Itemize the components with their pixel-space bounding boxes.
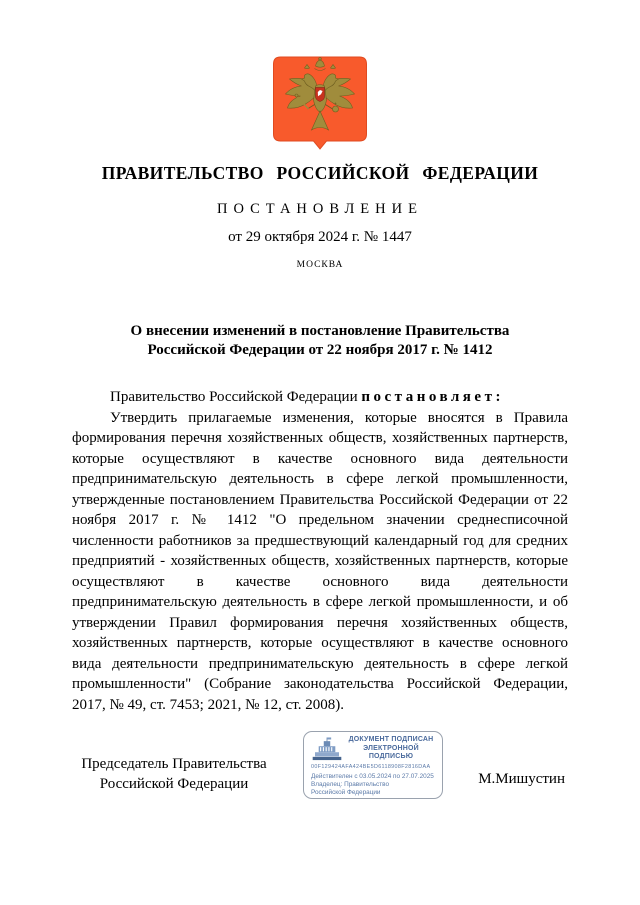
intro-plain-text: Правительство Российской Федерации xyxy=(110,389,362,405)
document-body xyxy=(72,387,568,715)
stamp-title-line1: ДОКУМЕНТ ПОДПИСАН xyxy=(348,736,434,744)
government-name-heading: ПРАВИТЕЛЬСТВО РОССИЙСКОЙ ФЕДЕРАЦИИ xyxy=(101,163,539,183)
signer-position-line1: Председатель Правительства xyxy=(81,756,267,772)
document-title-line2: Российской Федерации от 22 ноября 2017 г. № 1412 xyxy=(147,342,493,358)
signer-position xyxy=(68,755,280,794)
signer-name: М.Мишустин xyxy=(478,771,565,787)
electronic-signature-stamp xyxy=(303,731,443,799)
intro-decree-word: постановляет: xyxy=(361,389,504,405)
stamp-owner: Владелец: Правительство Российской Федерации xyxy=(311,781,390,796)
document-city: МОСКВА xyxy=(296,260,344,270)
government-building-icon xyxy=(311,737,343,761)
resolution-paragraph: Утвердить прилагаемые изменения, которые вносятся в Правила формирования перечня хозяйственных обществ, хозяйственных партнерств, которые осуществляют в качестве основного вида деятельности предпринимательскую деятельность в сфере легкой промышленности, утвержденные постановлением Правительства Российской Федерации от 22 ноября 2017 г. № 1412 "О предельном значении среднесписочной численности работников за предшествующий календарный год для средних предприятий - хозяйственных обществ, хозяйственных партнерств, которые осуществляют в качестве основного вида деятельности предпринимательскую деятельность в сфере легкой промышленности, и об утверждении Правил формирования перечня хозяйственных обществ, хозяйственных партнерств, которые осуществляют в качестве основного вида деятельности предпринимательскую деятельность в сфере легкой промышленности" (Собрание законодательства Российской Федерации, 2017, № 49, ст. 7453; 2021, № 12, ст. 2008). xyxy=(72,409,568,713)
document-type-heading: ПОСТАНОВЛЕНИЕ xyxy=(217,201,423,217)
resolution-intro-line xyxy=(72,387,568,408)
stamp-title-line2: ЭЛЕКТРОННОЙ ПОДПИСЬЮ xyxy=(363,744,419,761)
stamp-certificate-number: 00F129424AFA424BE5D6118908F2816DAA xyxy=(311,764,431,770)
document-title xyxy=(0,322,640,360)
document-date-number: от 29 октября 2024 г. № 1447 xyxy=(228,229,412,245)
russia-coat-of-arms-icon xyxy=(272,56,368,150)
stamp-header xyxy=(311,737,435,761)
stamp-title xyxy=(347,736,435,762)
signer-position-line2: Российской Федерации xyxy=(99,775,249,792)
document-title-line1: О внесении изменений в постановление Правительства xyxy=(130,323,510,339)
stamp-validity-period: Действителен с 03.05.2024 по 27.07.2025 xyxy=(311,772,434,780)
